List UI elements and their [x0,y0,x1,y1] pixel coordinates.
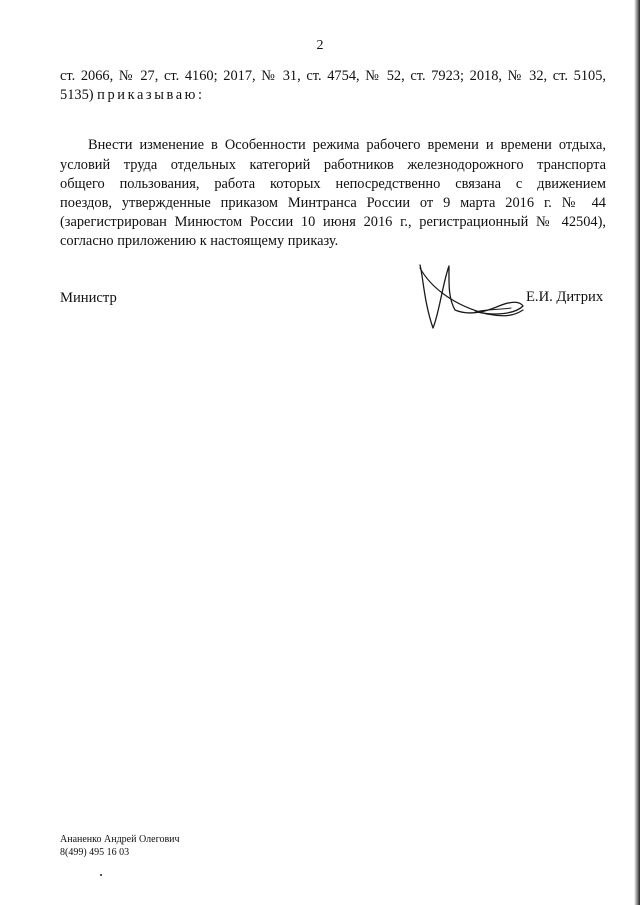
body-line-2: условий труда отдельных категорий работников железнодорожного транспорта [60,157,606,173]
body-line-5: (зарегистрирован Минюстом России 10 июня 2016 г., регистрационный № 42504), [60,214,606,230]
body-line-4: поездов, утвержденные приказом Минтранса России от 9 марта 2016 г. № 44 [60,195,606,211]
handwritten-signature [415,262,527,334]
executor-name: Ананенко Андрей Олегович [60,834,180,845]
page-number: 2 [316,38,324,53]
position-title: Министр [60,290,117,306]
intro-line-2 [60,86,205,104]
body-line-3: общего пользования, работа которых непосредственно связана с движением [60,176,606,192]
signer-name: Е.И. Дитрих [526,289,604,305]
body-line-6: согласно приложению к настоящему приказу. [60,233,339,249]
order-word: приказываю: [97,87,205,103]
scan-edge-shadow [634,0,640,905]
scan-speck [100,874,102,876]
body-line-1: Внести изменение в Особенности режима рабочего времени и времени отдыха, [88,137,606,153]
executor-phone: 8(499) 495 16 03 [60,847,130,858]
intro-line-1: ст. 2066, № 27, ст. 4160; 2017, № 31, ст. 4754, № 52, ст. 7923; 2018, № 32, ст. 5105, [60,68,606,84]
intro-line-2-prefix: 5135) [60,87,98,103]
